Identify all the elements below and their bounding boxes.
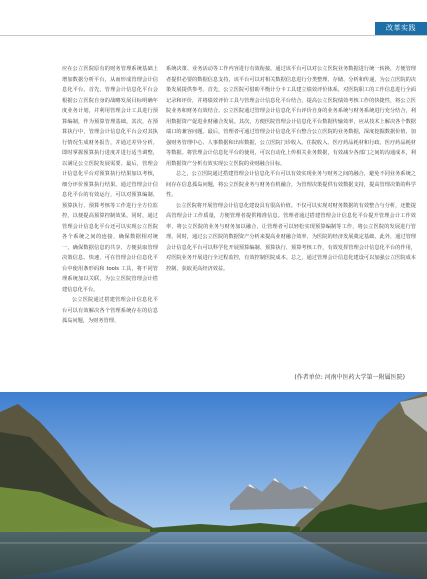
article-paragraph: 公立医院将开展管理会计信息化建设具有很高价值。不仅可以实现对财务数据的有效整合与分析，还能提高管理会计工作质量，方便管理者提供精准信息。管理者通过搭建管理会计信息化平台提升管理会计工作效率，将公立医院的业务与财务加以融合，让管理者可以轻松实现预算编制等工作，将公立医院的发展进行管理。同时，通过公立医院的数据资产分析来提高业财融合效率，为医院的经济发展奠定基础。此外，通过管理会计信息化平台可以科学化开展预算编制、预算执行、预算考核工作，有效发挥管理会计信息化平台的作用，对医院业务开展进行全过程监控，有效控制医院成本。总之，通过管理会计信息化建设可以加强公立医院成本控制，获取更高经济效益。 — [166, 202, 416, 272]
article-paragraph: 公立医院通过搭建管理会计信息化平台可以有效解决各个管理系统存在的信息孤岛问题，为财务管理、 — [62, 297, 158, 324]
article-paragraph: 系统决策、业务活动等工作内容进行有效衔接。通过该平台可以对公立医院业务数据进行统一转换，方便管理者提供必要的数据信息支持，该平台可以对相关数据信息进行分类整理、存储、分析和传递，为公立医院的决策发展提供参考。首先，公立医院可借助平衡计分卡工具建立绩效评价体系，对医院职工的工作信息进行全面记录和评价，并将绩效评价工具与管理会计信息化平台结合，提高公立医院绩效考核工作的快捷性，将公立医院业务和财务有效结合。公立医院通过管理会计信息化平台评价自身的业务系统与财务系统进行充分结合，利用数据资产促进业财融合发展。其次，方便医院管理会计信息化平台数据传输效率，应从技术上解决各个数据端口的兼容问题。最后，管理者可通过管理会计信息化平台整合公立医院的业务数据，深度挖掘数据价值，加强财务管理中心、人事数据和出库数据，公立医院门诊收入、住院收入、医疗药品耗材和行政、医疗药品耗材等数据。将管理会计信息化平台的使用，可以自动化上传相关业务数据，有效减少各部门之间的沟通成本，利用数据资产分析有效实现公立医院的业财融合目标。 — [166, 66, 416, 167]
header-divider — [0, 35, 427, 36]
author-affiliation: (作者单位: 河南中医药大学第一附属医院) — [294, 374, 405, 381]
article-column-left — [62, 64, 158, 364]
article-paragraph: 应在公立医院原有的财务管理系统基础上增加数据分析平台，从而形成管理会计信息化平台。首先，管理会计信息化平台会根据公立医院自身的战略发展目标明确年度业务计划，并利用管理会计工具进行预算编制，作为预算管理基础。其次，在预算执行中，管理会计信息化平台会对其执行情况生成财务报告，并通过差异分析，即时掌握预算执行进度并进行适当调整，以满足公立医院发展需要。最后，管理会计信息化平台对预算执行结果加以考核，细分评价预算执行结果。通过管理会计信息化平台的有效运行，可以对预算编制、预算执行、预算考核等工作进行全方位监控，以便提高预算控制效果。同时，通过管理会计信息化平台还可以实现公立医院各个系统之间的连接，确保数据相对统一，确保数据信息的共享，方便获取管理决策信息。快速、可在管理会计信息化平台中使用条形码和 tools 工具，将不同管理系统加以关联，为公立医院管理会计搭建信息化平台。 — [62, 66, 158, 293]
article-paragraph: 总之，公立医院通过搭建管理会计信息化平台可以有效实现业务与财务之间的融合，避免不同业务系统之间存在信息孤岛问题，将公立医院业务与财务有机融合，为管理决策提供有效数据支持，提高管理决策的科学性。 — [166, 171, 416, 198]
water-shimmer — [0, 542, 427, 544]
landscape-photo — [0, 392, 427, 579]
article-column-right — [166, 64, 416, 364]
section-tag: 改革实践 — [375, 22, 427, 35]
